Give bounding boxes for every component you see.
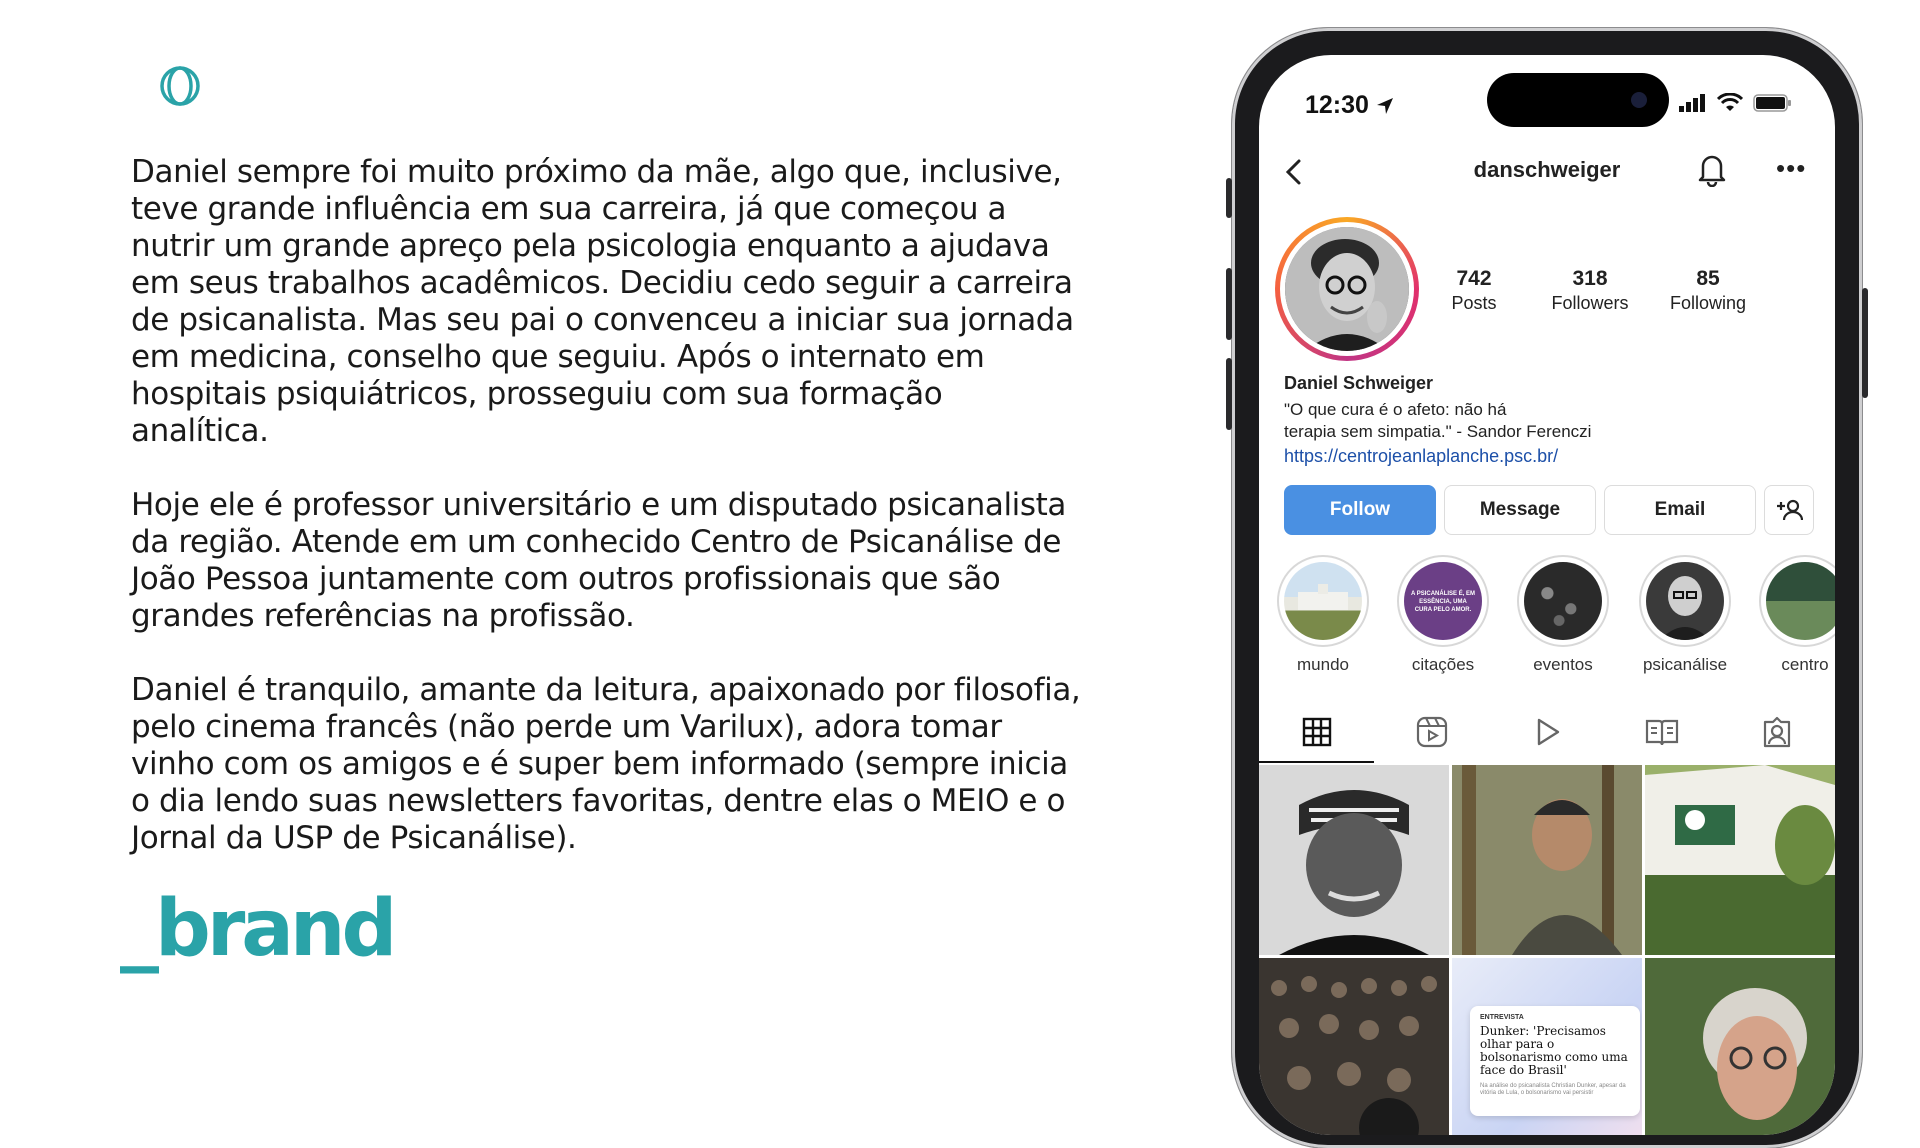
highlight-psicanalise[interactable]: psicanálise (1637, 555, 1733, 675)
post-thumbnail[interactable] (1645, 958, 1835, 1135)
status-bar-time: 12:30 (1305, 91, 1395, 120)
profile-nav-bar (1259, 145, 1835, 195)
location-arrow-icon (1375, 96, 1395, 116)
profile-bio (1284, 373, 1804, 467)
bell-icon[interactable] (1695, 151, 1729, 187)
message-button[interactable]: Message (1444, 485, 1596, 535)
email-button[interactable]: Email (1604, 485, 1756, 535)
add-friend-button[interactable] (1764, 485, 1814, 535)
tab-tagged[interactable] (1719, 703, 1834, 761)
profile-content-tabs (1259, 703, 1835, 763)
status-bar-indicators (1679, 93, 1793, 113)
phone-volume-up (1226, 268, 1232, 340)
tagged-icon (1761, 716, 1793, 748)
bio-line-1: "O que cura é o afeto: não há (1284, 400, 1507, 419)
highlight-citacoes[interactable]: A PSICANÁLISE É, EM ESSÊNCIA, UMA CURA PELO AMOR. citações (1395, 555, 1491, 675)
profile-username: danschweiger (1473, 157, 1621, 182)
story-highlights (1259, 555, 1835, 675)
signal-icon (1679, 94, 1707, 112)
portrait-woman-icon (1259, 765, 1449, 955)
stat-followers[interactable]: 318 Followers (1551, 267, 1629, 313)
phone-screen (1259, 55, 1835, 1135)
post-thumbnail[interactable] (1259, 958, 1449, 1135)
brand-ring-logo (158, 64, 202, 108)
portrait-icon (1646, 562, 1724, 640)
wifi-icon (1717, 93, 1743, 113)
tab-videos[interactable] (1489, 703, 1604, 761)
avatar-portrait-icon (1285, 227, 1409, 351)
profile-display-name: Daniel Schweiger (1284, 373, 1434, 393)
bio-line-2: terapia sem simpatia." - Sandor Ferenczi (1284, 422, 1592, 441)
play-icon (1532, 717, 1562, 747)
follow-button[interactable]: Follow (1284, 485, 1436, 535)
reels-icon (1416, 716, 1448, 748)
more-options-icon[interactable]: ••• (1776, 153, 1807, 183)
portrait-elderly-woman-icon (1645, 958, 1835, 1135)
persona-description (131, 154, 1081, 894)
paragraph-background: Daniel sempre foi muito próximo da mãe, algo que, inclusive, teve grande influência em sua carreira, já que começou a nutrir um grande apreço pela psicologia enquanto a ajudava em seus trabalhos acadêmicos. Decidiu cedo seguir a carreira de psicanalista. Mas seu pai o convenceu a iniciar sua jornada em medicina, conselho que seguiu. Após o internato em hospitais psiquiátricos, prosseguiu com sua formação analítica. (131, 154, 1074, 449)
stat-following[interactable]: 85 Following (1669, 267, 1747, 313)
news-card: ENTREVISTA Dunker: 'Precisamos olhar para o bolsonarismo como uma face do Brasil' Na análise do psicanalista Christian Dunker, apesar da vitória de Lula, o bolsonarismo vai persistir (1470, 1006, 1640, 1116)
phone-power-button (1862, 288, 1868, 398)
guide-icon (1645, 717, 1679, 747)
portrait-man-forest-icon (1452, 765, 1642, 955)
tab-posts-grid[interactable] (1259, 703, 1374, 763)
phone-mockup (1232, 28, 1862, 1148)
brand-wordmark: _brand (120, 884, 394, 974)
tab-reels[interactable] (1374, 703, 1489, 761)
grid-icon (1302, 717, 1332, 747)
phone-side-button (1226, 178, 1232, 218)
profile-avatar[interactable] (1275, 217, 1419, 361)
battery-icon (1753, 93, 1793, 113)
dynamic-island (1487, 73, 1669, 127)
stat-posts[interactable]: 742 Posts (1451, 267, 1497, 313)
highlight-eventos[interactable]: eventos (1515, 555, 1611, 675)
bio-link[interactable]: https://centrojeanlaplanche.psc.br/ (1284, 446, 1559, 466)
highlight-mundo[interactable]: mundo (1275, 555, 1371, 675)
highlight-centro[interactable]: centro (1757, 555, 1835, 675)
post-thumbnail-news[interactable] (1452, 958, 1642, 1135)
phone-volume-down (1226, 358, 1232, 430)
paragraph-career: Hoje ele é professor universitário e um disputado psicanalista da região. Atende em um conhecido Centro de Psicanálise de João Pessoa juntamente com outros profissionais que são grandes referências na profissão. (131, 487, 1066, 634)
post-thumbnail[interactable] (1259, 765, 1449, 955)
post-thumbnail[interactable] (1452, 765, 1642, 955)
building-garden-icon (1645, 765, 1835, 955)
paragraph-lifestyle: Daniel é tranquilo, amante da leitura, apaixonado por filosofia, pelo cinema francês (não perde um Varilux), adora tomar vinho com os amigos e é super bem informado (sempre inicia o dia lendo suas newsletters favoritas, dentre elas o MEIO e o Jornal da USP de Psicanálise). (131, 672, 1081, 856)
add-person-icon (1775, 498, 1803, 522)
audience-icon (1259, 958, 1449, 1135)
building-icon (1284, 562, 1362, 640)
tab-guides[interactable] (1604, 703, 1719, 761)
post-thumbnail[interactable] (1645, 765, 1835, 955)
